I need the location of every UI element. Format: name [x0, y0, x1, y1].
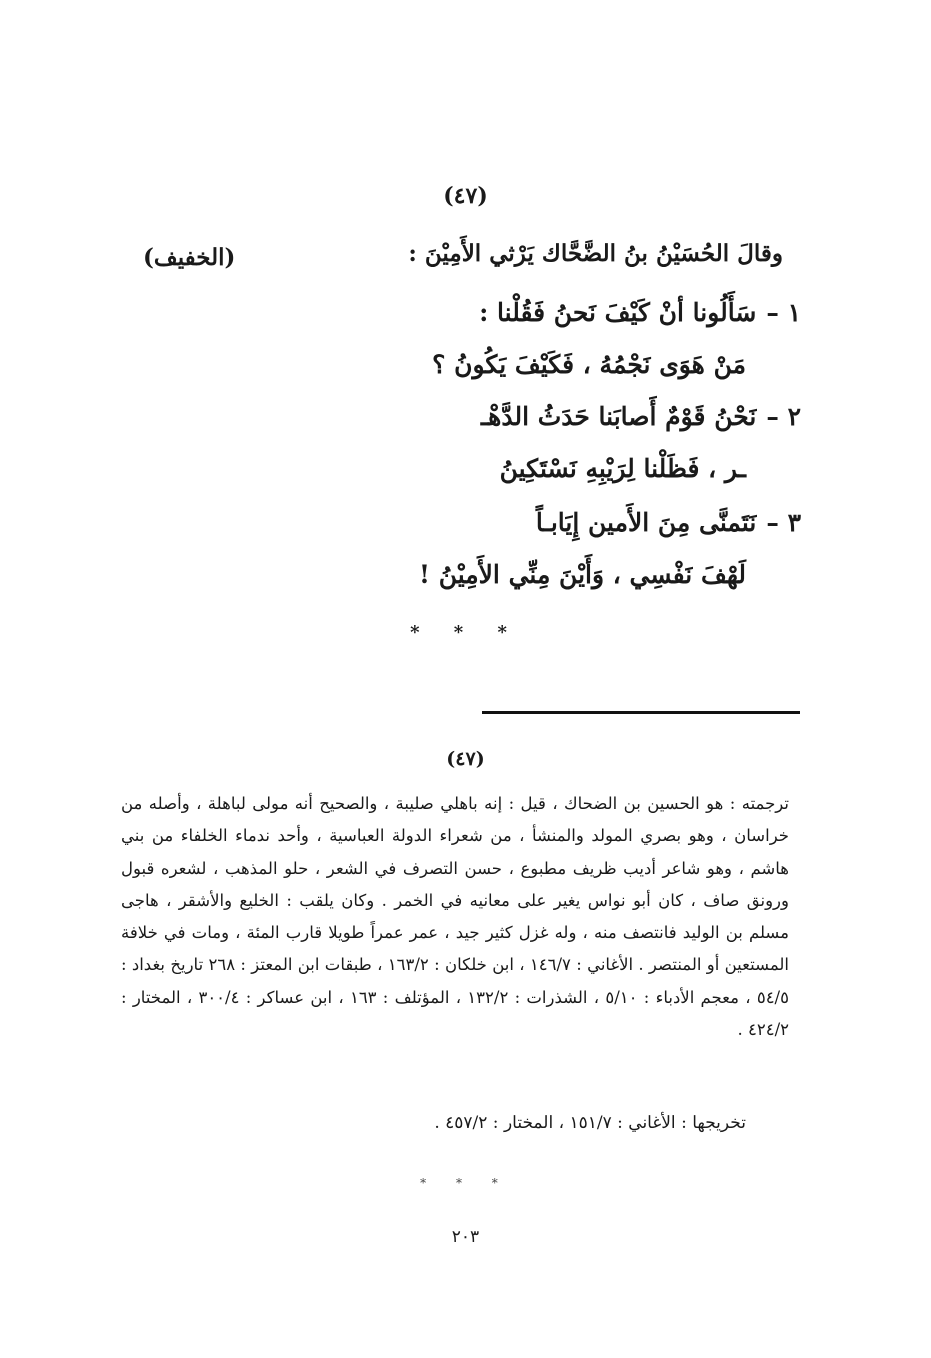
footnote-divider [482, 711, 800, 714]
biography-notes [121, 788, 789, 1046]
hemistich-text: نَحْنُ قَوْمٌ أَصابَنا حَدَثُ الدَّهْـ [480, 402, 757, 431]
notes-number: (٤٧) [446, 748, 485, 770]
verse-1-second-hemistich: مَنْ هَوَى نَجْمُهُ ، فَكَيْفَ يَكُونُ ؟ [432, 350, 746, 379]
poem-number: (٤٧) [443, 183, 488, 209]
sources-line: تخريجها : الأغاني : ١٥١/٧ ، المختار : ٤٥٧/٢ . [434, 1113, 746, 1133]
verse-2-first-hemistich [481, 402, 801, 431]
notes-paragraph: ترجمته : هو الحسين بن الضحاك ، قيل : إنه باهلي صليبة ، والصحيح أنه مولى لباهلة ، وأصله من خراسان ، وهو بصري المولد والمنشأ ، من شعراء الدولة العباسية ، وأحد ندماء الخلفاء من بني هاشم ، وهو شاعر أديب ظريف مطبوع ، حسن التصرف في الشعر ، حلو المذهب ، لشعره قبول ورونق صاف ، كان أبو نواس يغير على معانيه في الخمر . وكان يلقب : الخليع والأشقر ، هاجى مسلم بن الوليد فانتصف منه ، وله غزل كثير جيد ، عمر عمراً طويلا قارب المئة ، ومات في خلافة المستعين أو المنتصر . الأغاني : ١٤٦/٧ ، ابن خلكان : ١٦٣/٢ ، طبقات ابن المعتز : ٢٦٨ تاريخ بغداد : ٥٤/٥ ، معجم الأدباء : ٥/١٠ ، الشذرات : ١٣٢/٢ ، المؤتلف : ١٦٣ ، ابن عساكر : ٣٠٠/٤ ، المختار : ٤٢٤/٢ . [121, 794, 789, 1040]
notes-separator: * * * [420, 1176, 511, 1190]
hemistich-text: سَأَلُونا أنْ كَيْفَ نَحنُ فَقُلْنا : [479, 298, 757, 327]
intro-text: وقالَ الحُسَيْنُ بنُ الضَّحَّاك يَرْثي الأَمِيْنَ : [408, 240, 783, 267]
poem-intro [143, 240, 783, 280]
verse-3-second-hemistich: لَهْفَ نَفْسِي ، وَأَيْنَ مِنِّي الأَمِيْنُ ! [419, 560, 746, 589]
verse-number: ١ – [766, 298, 801, 327]
verse-number: ٢ – [766, 402, 801, 431]
poetic-meter: (الخفيف) [143, 244, 236, 271]
hemistich-text: نَتَمنَّى مِنَ الأَمين إِيَابـاً [535, 508, 757, 537]
verse-1-first-hemistich [479, 298, 801, 327]
page-number: ٢٠٣ [451, 1227, 480, 1247]
verse-2-second-hemistich: ـر ، فَظَلْنا لِرَيْبِهِ نَسْتَكِينُ [499, 454, 746, 483]
verse-3-first-hemistich [536, 508, 801, 537]
verse-number: ٣ – [766, 508, 801, 537]
section-separator: * * * [410, 622, 521, 643]
